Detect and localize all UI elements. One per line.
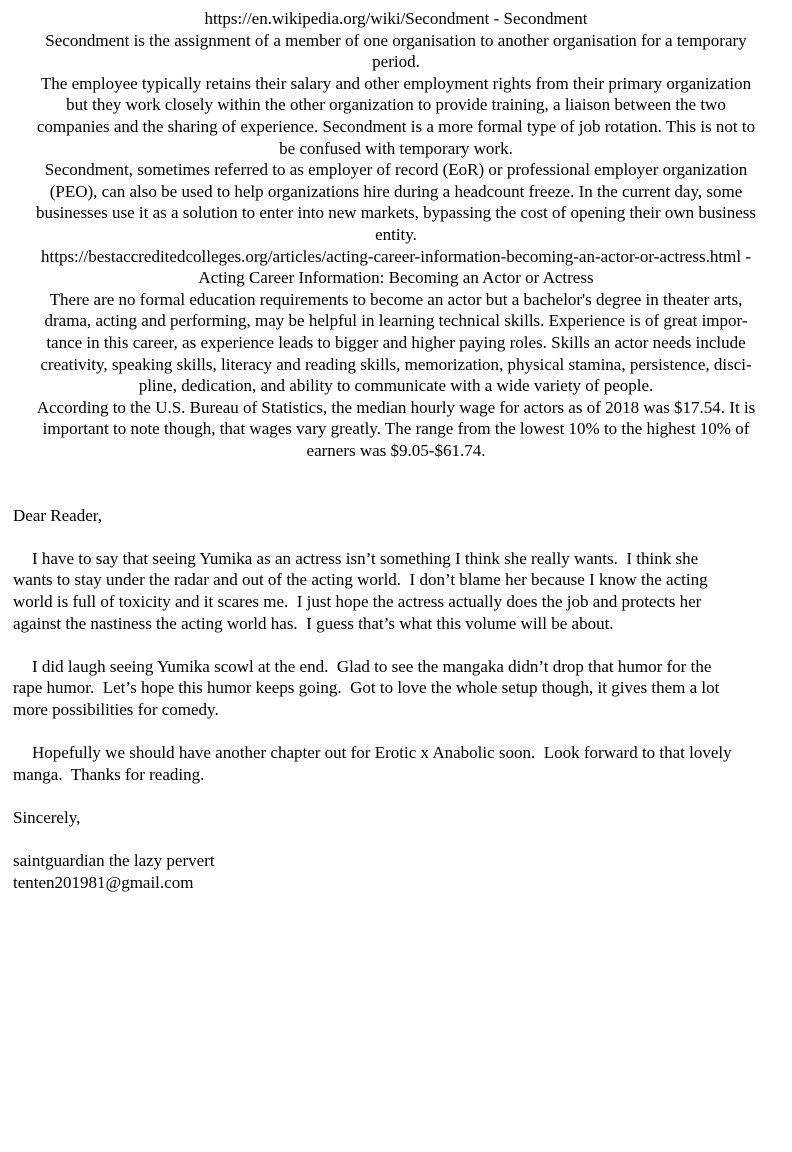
source-title: Acting Career Information: Becoming an Actor or Actress xyxy=(198,268,594,288)
source-paragraph-line: be confused with temporary work. xyxy=(279,138,513,158)
letter-email[interactable]: tenten201981@gmail.com xyxy=(13,872,194,892)
spacer xyxy=(13,461,779,504)
letter-greeting: Dear Reader, xyxy=(13,505,102,525)
source-paragraph-line: important to note though, that wages vary greatly. The range from the lowest 10% to the highest 10% of xyxy=(42,419,750,439)
letter-paragraph-line: Hopefully we should have another chapter out for Erotic x Anabolic soon. Look forward to that lovely xyxy=(32,743,732,763)
source-paragraph-line: (PEO), can also be used to help organizations hire during a headcount freeze. In the current day, some xyxy=(49,181,743,201)
letter-section xyxy=(13,505,779,894)
source-paragraph-line: creativity, speaking skills, literacy and reading skills, memorization, physical stamina, persistence, disci- xyxy=(40,354,752,374)
letter-paragraph-line: rape humor. Let’s hope this humor keeps going. Got to love the whole setup though, it gives them a lot xyxy=(13,678,720,698)
source-paragraph-line: pline, dedication, and ability to communicate with a wide variety of people. xyxy=(138,376,654,396)
source-url-header[interactable]: https://en.wikipedia.org/wiki/Secondment - Secondment xyxy=(204,9,588,28)
source-paragraph-line: but they work closely within the other organization to provide training, a liaison between the two xyxy=(66,95,726,115)
sources-section xyxy=(13,8,779,461)
source-paragraph-line: businesses use it as a solution to enter into new markets, bypassing the cost of opening their own business xyxy=(35,203,757,223)
source-paragraph-line: tance in this career, as experience leads to bigger and higher paying roles. Skills an actor needs include xyxy=(46,332,746,352)
source-paragraph-line: Secondment is the assignment of a member of one organisation to another organisation for a temporary xyxy=(45,30,747,50)
letter-paragraph-line: I did laugh seeing Yumika scowl at the end. Glad to see the mangaka didn’t drop that humor for the xyxy=(32,656,712,676)
letter-paragraph-line: more possibilities for comedy. xyxy=(13,700,219,719)
letter-paragraph-line: wants to stay under the radar and out of the acting world. I don’t blame her because I know the acting xyxy=(13,570,708,590)
letter-paragraph-line: manga. Thanks for reading. xyxy=(13,764,205,784)
source-url-header[interactable]: https://bestaccreditedcolleges.org/articles/acting-career-information-becoming-an-actor-or-actress.html - xyxy=(41,246,751,266)
letter-closing: Sincerely, xyxy=(13,807,81,827)
letter-paragraph-line: I have to say that seeing Yumika as an actress isn’t something I think she really wants. I think she xyxy=(32,548,699,568)
source-paragraph-line: entity. xyxy=(375,224,417,244)
source-paragraph-line: The employee typically retains their salary and other employment rights from their primary organization xyxy=(40,73,752,93)
source-paragraph-line: According to the U.S. Bureau of Statistics, the median hourly wage for actors as of 2018 was $17.54. It is xyxy=(36,397,756,417)
source-paragraph-line: drama, acting and performing, may be helpful in learning technical skills. Experience is of great impor- xyxy=(44,311,748,331)
source-paragraph-line: earners was $9.05-$61.74. xyxy=(306,440,486,460)
source-paragraph-line: Secondment, sometimes referred to as employer of record (EoR) or professional employer organization xyxy=(44,160,748,180)
letter-signature: saintguardian the lazy pervert xyxy=(13,851,215,871)
source-paragraph-line: There are no formal education requirements to become an actor but a bachelor's degree in theater arts, xyxy=(49,289,743,309)
letter-paragraph-line: world is full of toxicity and it scares me. I just hope the actress actually does the job and protects her xyxy=(13,592,702,612)
letter-paragraph-line: against the nastiness the acting world has. I guess that’s what this volume will be about. xyxy=(13,613,614,633)
source-paragraph-line: period. xyxy=(372,52,420,72)
source-paragraph-line: companies and the sharing of experience. Secondment is a more formal type of job rotation. This is not to xyxy=(36,116,756,136)
